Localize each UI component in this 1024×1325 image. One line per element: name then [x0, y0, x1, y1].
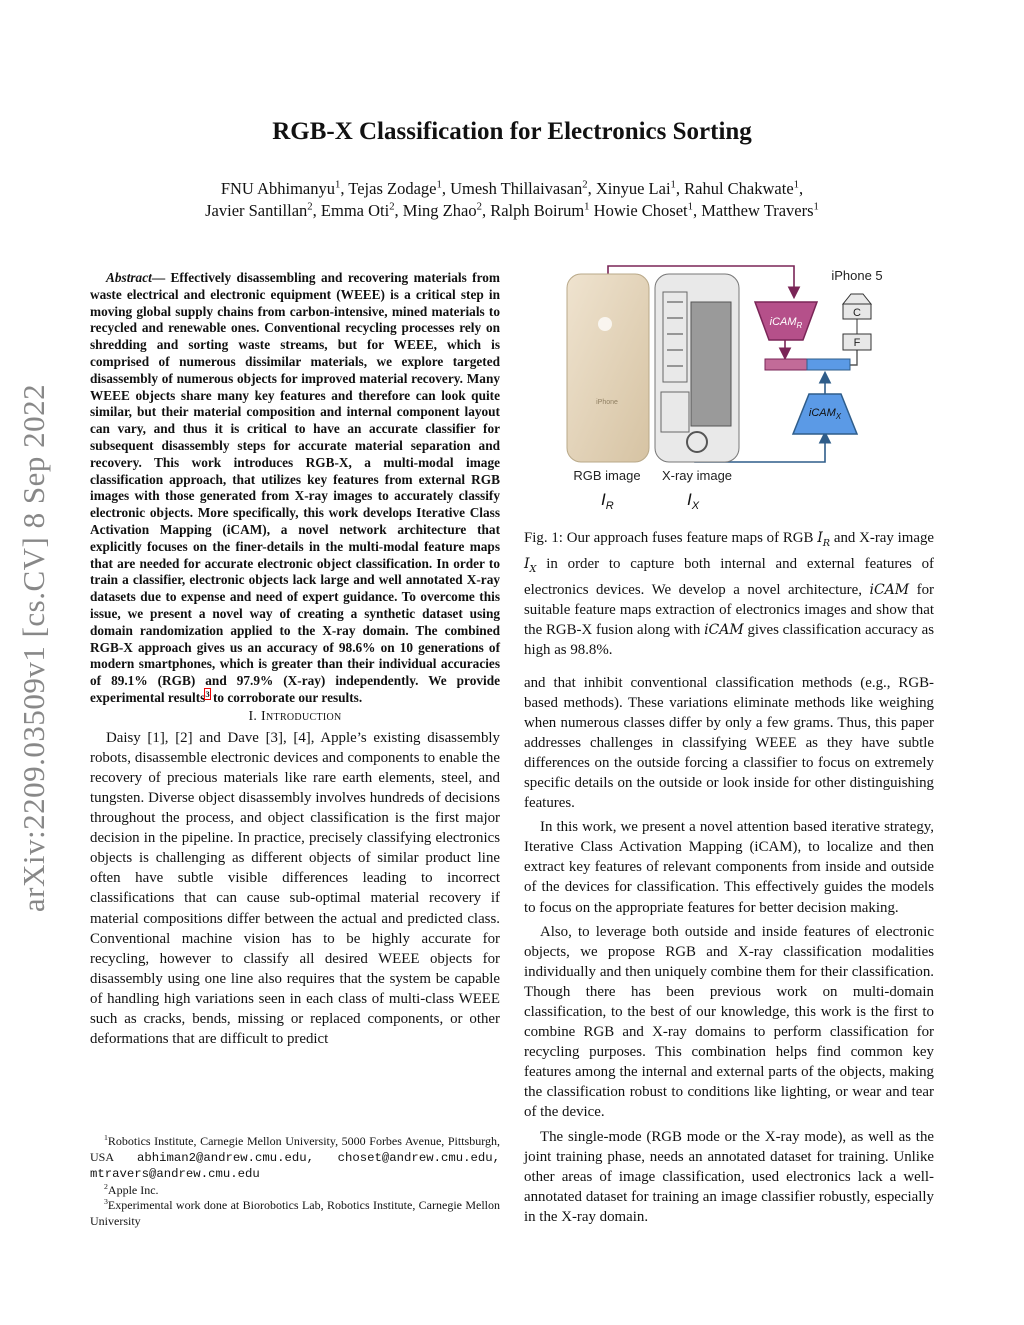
rgb-image-label: RGB image: [573, 468, 641, 483]
classifier-block: [843, 294, 871, 350]
icam-x-block: [793, 394, 857, 434]
svg-text:iPhone: iPhone: [596, 399, 618, 406]
xray-feature-bar: [807, 359, 850, 370]
abstract: Abstract— Effectively disassembling and recovering materials from waste electrical and electronic equipment (WEEE) is a critical step in moving global supply chains from carbon-intensive, mined materials to recycled and renewable ones. Conventional recycling processes rely on shredding and sorting waste streams, but for WEEE, which is comprised of numerous dissimilar materials, we explore targeted disassembly of numerous objects for improved material recovery. Many WEEE objects share many key features and therefore can look quite similar, but their material composition and internal component layout can vary, and thus it is critical to have an accurate classifier for subsequent disassembly steps for accurate material separation and recovery. This work introduces RGB-X, a multi-modal image classification approach, that utilizes key features from external RGB images with those generated from X-ray images to accurately classify electronic objects. More specifically, this work develops Iterative Class Activation Mapping (iCAM), a novel network architecture that explicitly focuses on the finer-details in the multi-modal feature maps that are needed for accurate electronic object classification. In order to train a classifier, electronic objects lack large and well annotated X-ray datasets due to expense and need of expert guidance. To overcome this issue, we present a novel way of creating a synthetic dataset using domain randomization applied to the X-ray domain. The combined RGB-X approach gives us an accuracy of 98.6% on 10 generations of modern smartphones, which is greater than their individual accuracies of 89.1% (RGB) and 97.9% (X-ray) independently. We provide experimental results$^3$ to corroborate our results.: [90, 270, 500, 705]
rgb-phone-image: [567, 274, 649, 462]
rgb-feature-bar: [765, 359, 807, 370]
email-link[interactable]: mtravers@andrew.cmu.edu: [90, 1167, 260, 1181]
email-link[interactable]: choset@andrew.cmu.edu,: [337, 1150, 500, 1165]
intro-paragraph: Daisy [1], [2] and Dave [3], [4], Apple’s existing disassembly robots, disassemble electronic devices and components to enable the recovery of precious materials like rare earth elements, steel, and tungsten. Diverse object disassembly involves hundreds of decisions throughout the process, and object classification is the first major decision in the pipeline. In practice, precisely classifying electronics objects is challenging as different objects of similar product line often have subtle visible differences leading to incorrect classifications that can cause sub-optimal material recovery if material compositions differ between the actual and predicted class. Conventional machine vision has to be highly accurate for recycling, however to classify all desired WEEE objects for disassembly using one line also requires that the system be capable of handling high variations seen in each class of multi-class WEEE such as cracks, bends, missing or replaced components, or other deformations that are difficult to predict: [90, 729, 500, 1048]
svg-text:iCAMX: iCAM$_X$: [808, 407, 842, 421]
icam-r-block: [755, 302, 817, 340]
xray-image-label: X-ray image: [661, 468, 733, 483]
right-paragraph: The single-mode (RGB mode or the X-ray mode), as well as the joint training phase, needs an annotated dataset for training. Unlike other areas of image classification, used electronics lack a well-annotated dataset for training an image classifier robustly, especially in the X-ray domain.: [524, 1128, 934, 1225]
ir-symbol: $I_R$: [601, 490, 614, 512]
email-link[interactable]: abhiman2@andrew.cmu.edu,: [136, 1150, 315, 1165]
ix-symbol: $I_X$: [687, 490, 700, 512]
right-column: [524, 528, 934, 1227]
svg-text:C: C: [853, 307, 861, 319]
fusion-to-classifier: [850, 350, 857, 365]
right-paragraph: and that inhibit conventional classification methods (e.g., RGB-based methods). These variations eliminate methods like weighing when numerous classes differ by only a few grams. Thus, this paper addresses challenges in classifying WEEE as they have subtle differences on the outside forcing a classifier to focus on extremely specific details on the outside or look inside for other distinguishing features.: [524, 674, 934, 812]
footnotes: $^1$Robotics Institute, Carnegie Mellon University, 5000 Forbes Avenue, Pittsburgh, USA abhiman2@andrew.cmu.edu, choset@andrew.cmu.edu, mtravers@andrew.cmu.edu $^2$Apple Inc. $^3$Experimental work done at Biorobotics Lab, Robotics Institute, Carnegie Mellon University: [90, 1133, 500, 1228]
author-list: FNU Abhimanyu$^1$, Tejas Zodage$^1$, Umesh Thillaivasan$^2$, Xinyue Lai$^1$, Rahul Chakwate$^1$, Javier Santillan$^2$, Emma Oti$^2$, Ming Zhao$^2$, Ralph Boirum$^1$ Howie Choset$^1$, Matthew Travers$^1$: [205, 178, 819, 220]
iphone5-label: iPhone 5: [831, 268, 883, 283]
arxiv-stamp: arXiv:2209.03509v1 [cs.CV] 8 Sep 2022: [16, 383, 52, 912]
paper-title: RGB-X Classification for Electronics Sorting: [272, 118, 752, 145]
right-paragraph: Also, to leverage both outside and inside features of electronic objects, we propose RGB and X-ray classification modalities individually and then uniquely combine them for their classification. Though there has been previous work on multi-domain classification, to the best of our knowledge, this work is the first to combine RGB and X-ray domains to perform classification for recycling purposes. This combination helps find common key features among the internal and external parts of the objects, making the classification robust to conditions like lighting, or wear and tear of the device.: [524, 923, 934, 1121]
footnote-ref-link[interactable]: 3: [205, 688, 210, 699]
figure-1: [555, 262, 915, 512]
svg-text:F: F: [853, 337, 861, 349]
xray-phone-image: [655, 274, 739, 462]
right-paragraph: In this work, we present a novel attention based iterative strategy, Iterative Class Activation Mapping (iCAM), to localize and then extract key features of relevant components from inside and outside of the devices for classification. This effectively guides the models to focus on the appropriate features for better decision making.: [524, 819, 934, 916]
figure-caption: Fig. 1: Our approach fuses feature maps of RGB $I_R$ and X-ray image $I_X$ in order to capture both internal and external features of electronics devices. We develop a novel architecture, iCAM for suitable feature maps extraction of electronics images and show that the RGB-X fusion along with iCAM gives classification accuracy as high as 98.8%.: [524, 530, 935, 659]
svg-text:iCAMR: iCAM$_R$: [769, 316, 803, 330]
left-column: [90, 270, 500, 1049]
section-heading: I. Introduction: [248, 708, 342, 724]
